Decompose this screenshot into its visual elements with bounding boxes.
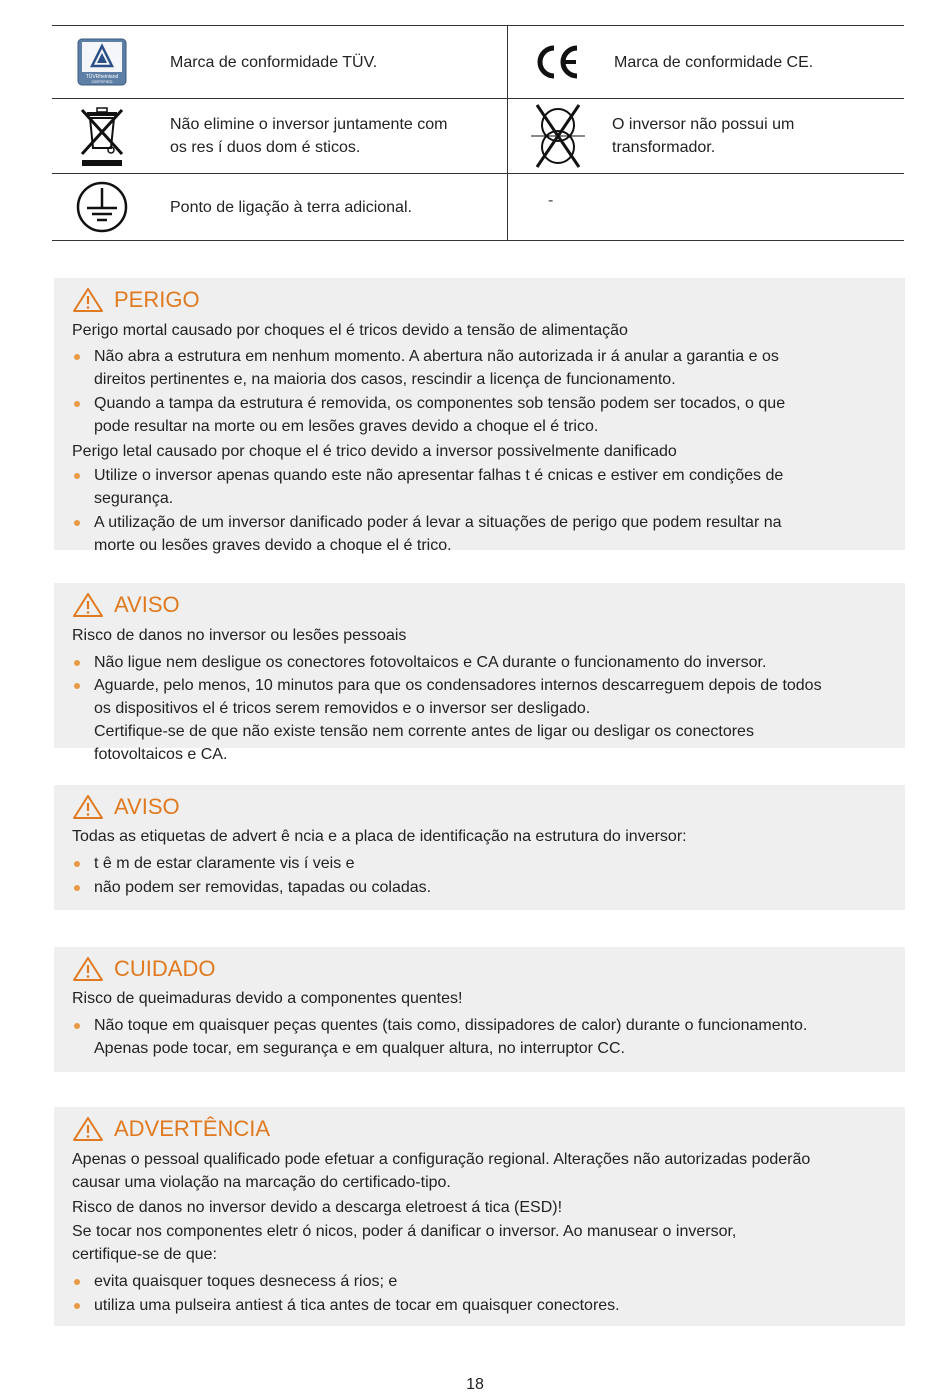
tuv-logo-icon: [52, 38, 152, 86]
list-item: Utilize o inversor apenas quando este não apresentar falhas t é cnicas e estiver em condições de: [72, 464, 904, 487]
list-item: Aguarde, pelo menos, 10 minutos para que os condensadores internos descarreguem depois de todos: [72, 674, 904, 697]
list-item: Não toque em quaisquer peças quentes (tais como, dissipadores de calor) durante o funcionamento.: [72, 1014, 904, 1037]
list-item: Não ligue nem desligue os conectores fotovoltaicos e CA durante o funcionamento do inversor.: [72, 651, 904, 674]
list-item: morte ou lesões graves devido a choque el é trico.: [94, 537, 452, 554]
list-item: Quando a tampa da estrutura é removida, os componentes sob tensão podem ser tocados, o que: [72, 392, 904, 415]
list-item: Apenas pode tocar, em segurança e em qualquer altura, no interruptor CC.: [94, 1040, 625, 1057]
list-item: os dispositivos el é tricos serem removidos e o inversor ser desligado.: [94, 700, 591, 717]
symbol-cell-empty: [507, 174, 904, 240]
warning-box: [54, 1107, 905, 1326]
symbol-cell-ce: [507, 26, 904, 98]
ground-terminal-icon: [52, 180, 152, 234]
list-item: pode resultar na morte ou em lesões graves devido a choque el é trico.: [94, 418, 599, 435]
svg-text:CERTIFIED: CERTIFIED: [91, 79, 113, 84]
warning-triangle-icon: [72, 794, 104, 820]
caution-box: [54, 947, 905, 1072]
list-item: utiliza uma pulseira antiest á tica antes de tocar em quaisquer conectores.: [72, 1294, 904, 1317]
notice-paragraph: Todas as etiquetas de advert ê ncia e a placa de identificação na estrutura do inversor:: [72, 828, 687, 845]
notice-title: AVISO: [72, 590, 904, 620]
list-item: não podem ser removidas, tapadas ou coladas.: [72, 876, 904, 899]
list-item: fotovoltaicos e CA.: [94, 746, 228, 763]
warning-triangle-icon: [72, 287, 104, 313]
warning-paragraph: causar uma violação na marcação do certificado-tipo.: [72, 1174, 451, 1191]
warning-triangle-icon: [72, 592, 104, 618]
danger-paragraph: Perigo letal causado por choque el é trico devido a inversor possivelmente danificado: [72, 443, 677, 460]
notice-paragraph: Risco de danos no inversor ou lesões pessoais: [72, 627, 407, 644]
empty-dash: -: [548, 192, 554, 209]
caution-title: CUIDADO: [72, 954, 904, 984]
symbol-table: [52, 25, 904, 241]
warning-paragraph: Risco de danos no inversor devido a descarga eletroest á tica (ESD)!: [72, 1199, 563, 1216]
warning-triangle-icon: [72, 1116, 104, 1142]
danger-title: PERIGO: [72, 285, 904, 315]
warning-paragraph: Apenas o pessoal qualificado pode efetuar a configuração regional. Alterações não autorizadas poderão: [72, 1151, 811, 1168]
ground-description: Ponto de ligação à terra adicional.: [170, 198, 412, 216]
warning-title: ADVERTÊNCIA: [72, 1114, 904, 1144]
notice-box: [54, 583, 905, 763]
svg-text:TÜVRheinland: TÜVRheinland: [85, 74, 119, 80]
notransformer-description: O inversor não possui um transformador.: [612, 116, 795, 156]
danger-paragraph: Perigo mortal causado por choques el é tricos devido a tensão de alimentação: [72, 322, 628, 339]
list-item: evita quaisquer toques desnecess á rios; e: [72, 1270, 904, 1293]
list-item: Não abra a estrutura em nenhum momento. A abertura não autorizada ir á anular a garantia e os: [72, 345, 904, 368]
symbol-cell-notransformer: [507, 99, 904, 173]
ce-description: Marca de conformidade CE.: [614, 53, 814, 71]
weee-bin-icon: [52, 104, 152, 168]
symbol-row: [52, 99, 904, 174]
notice-title: AVISO: [72, 792, 904, 822]
list-item: segurança.: [94, 490, 174, 507]
symbol-row: [52, 174, 904, 241]
symbol-cell-tuv: [52, 26, 507, 98]
ce-mark-icon: [508, 44, 606, 80]
symbol-row: [52, 26, 904, 99]
weee-description: Não elimine o inversor juntamente com os res í duos dom é sticos.: [170, 116, 448, 156]
warning-paragraph: certifique-se de que:: [72, 1246, 217, 1263]
danger-box: [54, 278, 905, 554]
no-transformer-icon: [508, 103, 608, 169]
list-item: Certifique-se de que não existe tensão nem corrente antes de ligar ou desligar os conectores: [94, 723, 754, 740]
tuv-description: Marca de conformidade TÜV.: [170, 53, 378, 71]
list-item: direitos pertinentes e, na maioria dos casos, rescindir a licença de funcionamento.: [94, 371, 676, 388]
list-item: A utilização de um inversor danificado poder á levar a situações de perigo que podem resultar na: [72, 511, 904, 534]
caution-paragraph: Risco de queimaduras devido a componentes quentes!: [72, 990, 463, 1007]
symbol-cell-weee: [52, 99, 507, 173]
notice-box: [54, 785, 905, 910]
symbol-cell-ground: [52, 174, 507, 240]
warning-paragraph: Se tocar nos componentes eletr ó nicos, poder á danificar o inversor. Ao manusear o inversor,: [72, 1223, 737, 1240]
warning-triangle-icon: [72, 956, 104, 982]
list-item: t ê m de estar claramente vis í veis e: [72, 852, 904, 875]
page-number: 18: [466, 1376, 484, 1393]
